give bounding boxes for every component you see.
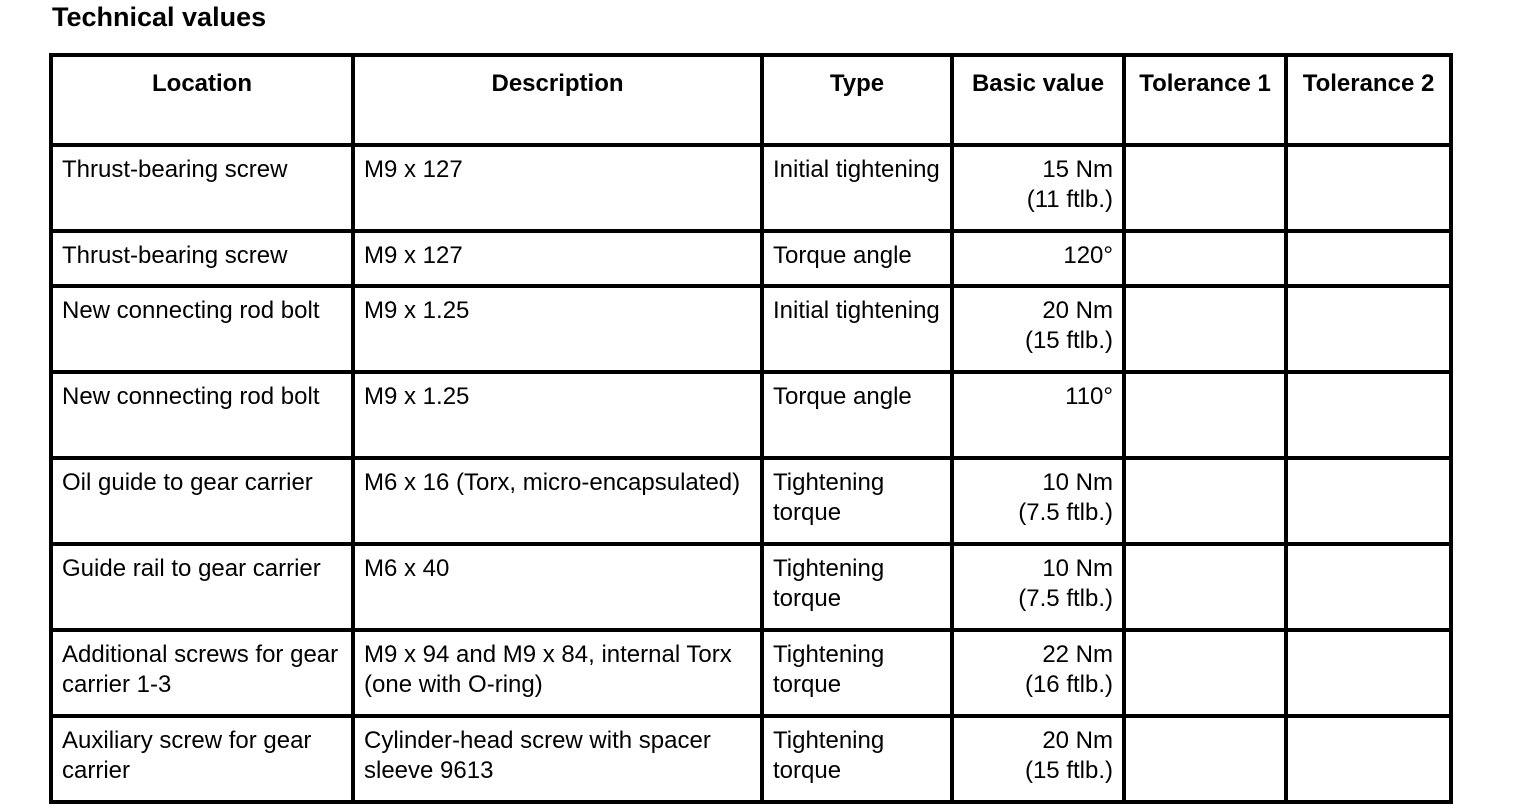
description-cell: Cylinder-head screw with spacer sleeve 9613 (353, 716, 762, 802)
type-cell: Initial tightening (762, 286, 952, 372)
table-row (51, 458, 1451, 544)
basic-value-cell (952, 630, 1124, 716)
location-cell: Oil guide to gear carrier (51, 458, 353, 544)
type-cell: Torque angle (762, 372, 952, 458)
basic-value-cell (952, 145, 1124, 231)
location-cell: Thrust-bearing screw (51, 145, 353, 231)
description-cell: M6 x 40 (353, 544, 762, 630)
column-header-tolerance-2: Tolerance 2 (1286, 55, 1451, 145)
tolerance-2-cell (1286, 458, 1451, 544)
type-cell: Tightening torque (762, 544, 952, 630)
type-cell: Torque angle (762, 231, 952, 286)
column-header-type: Type (762, 55, 952, 145)
location-cell: New connecting rod bolt (51, 372, 353, 458)
page-title: Technical values (52, 2, 267, 32)
tolerance-1-cell (1124, 544, 1286, 630)
description-cell: M9 x 127 (353, 145, 762, 231)
table-row (51, 231, 1451, 286)
tolerance-1-cell (1124, 630, 1286, 716)
basic-value-cell (952, 372, 1124, 458)
basic-value-imperial: (15 ftlb.) (1024, 757, 1113, 784)
technical-values-table (49, 53, 1453, 804)
basic-value-cell (952, 716, 1124, 802)
basic-value-imperial: (7.5 ftlb.) (1018, 499, 1113, 526)
tolerance-1-cell (1124, 458, 1286, 544)
tolerance-1-cell (1124, 145, 1286, 231)
tolerance-2-cell (1286, 145, 1451, 231)
type-cell: Initial tightening (762, 145, 952, 231)
column-header-basic-value: Basic value (952, 55, 1124, 145)
basic-value: 20 Nm (1042, 727, 1113, 754)
tolerance-2-cell (1286, 716, 1451, 802)
table-row (51, 286, 1451, 372)
basic-value: 20 Nm (1042, 297, 1113, 324)
table-row (51, 544, 1451, 630)
basic-value: 15 Nm (1042, 156, 1113, 183)
table-row (51, 145, 1451, 231)
basic-value-imperial: (7.5 ftlb.) (1018, 585, 1113, 612)
basic-value: 22 Nm (1042, 641, 1113, 668)
type-cell: Tightening torque (762, 630, 952, 716)
tolerance-2-cell (1286, 231, 1451, 286)
table-row (51, 372, 1451, 458)
table-row (51, 716, 1451, 802)
tolerance-1-cell (1124, 372, 1286, 458)
basic-value: 120° (1063, 242, 1113, 269)
basic-value: 110° (1065, 383, 1113, 410)
tolerance-1-cell (1124, 231, 1286, 286)
column-header-tolerance-1: Tolerance 1 (1124, 55, 1286, 145)
location-cell: Guide rail to gear carrier (51, 544, 353, 630)
header-row (51, 55, 1451, 145)
location-cell: Thrust-bearing screw (51, 231, 353, 286)
basic-value-cell (952, 458, 1124, 544)
description-cell: M9 x 1.25 (353, 372, 762, 458)
tolerance-2-cell (1286, 286, 1451, 372)
location-cell: Auxiliary screw for gear carrier (51, 716, 353, 802)
location-cell: New connecting rod bolt (51, 286, 353, 372)
type-cell: Tightening torque (762, 458, 952, 544)
basic-value: 10 Nm (1042, 469, 1113, 496)
location-cell: Additional screws for gear carrier 1-3 (51, 630, 353, 716)
basic-value-cell (952, 286, 1124, 372)
description-cell: M9 x 127 (353, 231, 762, 286)
type-cell: Tightening torque (762, 716, 952, 802)
tolerance-2-cell (1286, 544, 1451, 630)
basic-value-cell (952, 544, 1124, 630)
description-cell: M6 x 16 (Torx, micro-encapsulated) (353, 458, 762, 544)
basic-value: 10 Nm (1042, 555, 1113, 582)
column-header-description: Description (353, 55, 762, 145)
column-header-location: Location (51, 55, 353, 145)
basic-value-imperial: (15 ftlb.) (1024, 327, 1113, 354)
basic-value-imperial: (16 ftlb.) (1024, 671, 1113, 698)
tolerance-1-cell (1124, 286, 1286, 372)
description-cell: M9 x 94 and M9 x 84, internal Torx (one with O-ring) (353, 630, 762, 716)
basic-value-imperial: (11 ftlb.) (1026, 186, 1113, 213)
tolerance-2-cell (1286, 630, 1451, 716)
tolerance-1-cell (1124, 716, 1286, 802)
tolerance-2-cell (1286, 372, 1451, 458)
table-row (51, 630, 1451, 716)
description-cell: M9 x 1.25 (353, 286, 762, 372)
basic-value-cell (952, 231, 1124, 286)
